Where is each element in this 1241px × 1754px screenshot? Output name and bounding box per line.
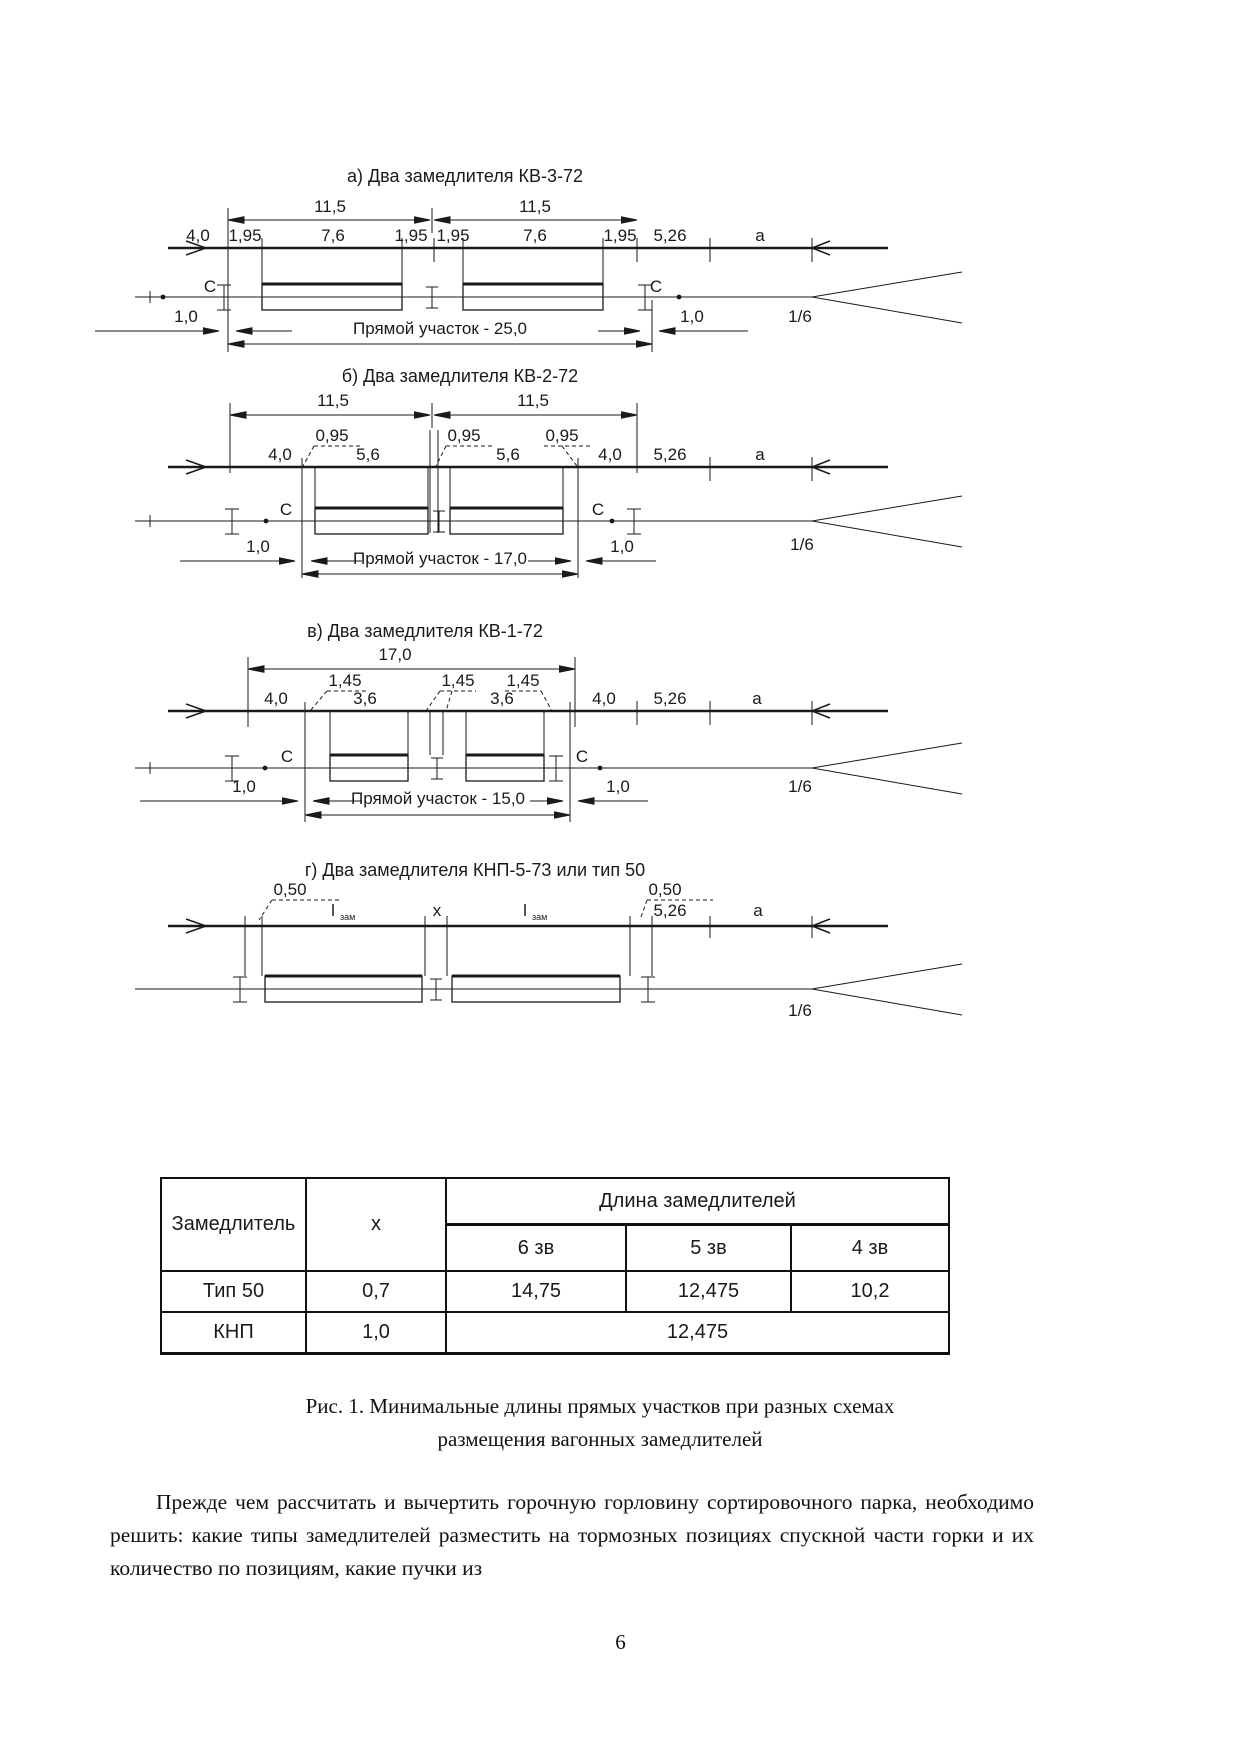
turnout-branch: [812, 521, 962, 547]
dim-label: 3,6: [490, 689, 514, 708]
table-row: [161, 1312, 949, 1354]
retarder-length-label: l: [523, 901, 527, 920]
retarder-length-sub: зам: [532, 912, 548, 922]
figure-caption-line2: размещения вагонных замедлителей: [437, 1427, 763, 1451]
dim-label: 11,5: [519, 197, 551, 216]
dim-label: 11,5: [517, 391, 549, 410]
cell-type50: Тип 50: [161, 1271, 306, 1312]
dim-label: 7,6: [321, 226, 345, 245]
point-c-label: С: [279, 500, 293, 519]
table-header-5zv: 5 зв: [626, 1225, 791, 1272]
dim-label: а: [755, 226, 765, 245]
table-header-6zv: 6 зв: [446, 1225, 626, 1272]
cell-knp-x: 1,0: [306, 1312, 446, 1354]
dim-label: 1,0: [246, 537, 270, 556]
dim-label: 17,0: [378, 645, 412, 664]
dim-label: 1,0: [606, 777, 630, 796]
straight-section-label: Прямой участок - 15,0: [350, 789, 526, 808]
cell-type50-x: 0,7: [306, 1271, 446, 1312]
turnout-branch: [812, 989, 962, 1015]
dim-label: 3,6: [353, 689, 377, 708]
figure-caption: [100, 1390, 1100, 1456]
table-header-x: х: [306, 1178, 446, 1271]
dim-label: 5,26: [653, 901, 687, 920]
straight-section-label: Прямой участок - 25,0: [352, 319, 528, 338]
frog-ratio-label: 1/6: [788, 1001, 812, 1020]
frog-ratio-label: 1/6: [788, 307, 812, 326]
turnout-branch: [812, 297, 962, 323]
offset-label: 0,95: [447, 426, 481, 445]
dim-label: 1,95: [394, 226, 428, 245]
point-c-label: С: [203, 277, 217, 296]
cell-type50-5zv: 12,475: [626, 1271, 791, 1312]
diagram-a-title: а) Два замедлителя КВ-3-72: [346, 166, 584, 186]
straight-section-label: Прямой участок - 17,0: [352, 549, 528, 568]
dim-label: 1,0: [232, 777, 256, 796]
table-header-4zv: 4 зв: [791, 1225, 949, 1272]
diagram-b-title: б) Два замедлителя КВ-2-72: [341, 366, 579, 386]
dim-label: а: [752, 689, 762, 708]
dim-label: 1,95: [436, 226, 470, 245]
point-c-label: С: [591, 500, 605, 519]
dim-label: 4,0: [592, 689, 616, 708]
diagram-v-title: в) Два замедлителя КВ-1-72: [307, 621, 543, 641]
table-header-length: Длина замедлителей: [446, 1178, 949, 1225]
retarder-length-sub: зам: [340, 912, 356, 922]
dim-label: 1,0: [610, 537, 634, 556]
cell-type50-6zv: 14,75: [446, 1271, 626, 1312]
dim-label: а: [755, 445, 765, 464]
dim-label: 11,5: [317, 391, 349, 410]
cell-knp-length: 12,475: [446, 1312, 949, 1354]
offset-label: 1,45: [441, 671, 475, 690]
dim-label: 7,6: [523, 226, 547, 245]
dim-label: 4,0: [598, 445, 622, 464]
dim-label: 1,0: [680, 307, 704, 326]
table-header-retarder: Замедлитель: [161, 1178, 306, 1271]
turnout-branch: [812, 496, 962, 521]
dim-label: 1,0: [174, 307, 198, 326]
point-c-label: С: [280, 747, 294, 766]
point-c-label: С: [649, 277, 663, 296]
offset-label: 1,45: [506, 671, 540, 690]
dim-label: 5,6: [356, 445, 380, 464]
dim-label: 5,26: [653, 689, 687, 708]
table-row: [161, 1271, 949, 1312]
dim-label: 1,95: [228, 226, 262, 245]
diagram-g: [135, 860, 962, 1020]
frog-ratio-label: 1/6: [790, 535, 814, 554]
cell-type50-4zv: 10,2: [791, 1271, 949, 1312]
figure-caption-line1: Рис. 1. Минимальные длины прямых участков при разных схемах: [305, 1394, 895, 1418]
dim-label: 5,6: [496, 445, 520, 464]
cell-knp: КНП: [161, 1312, 306, 1354]
dim-label: 1,95: [603, 226, 637, 245]
retarder-length-table: [160, 1177, 950, 1355]
turnout-branch: [812, 768, 962, 794]
offset-label: 0,95: [545, 426, 579, 445]
dim-label: 4,0: [186, 226, 210, 245]
turnout-branch: [812, 743, 962, 768]
offset-label: 0,50: [273, 880, 307, 899]
turnout-branch: [812, 272, 962, 297]
frog-ratio-label: 1/6: [788, 777, 812, 796]
page-number: 6: [615, 1630, 626, 1654]
dim-label: 4,0: [268, 445, 292, 464]
diagram-b: [135, 366, 962, 578]
body-paragraph: Прежде чем рассчитать и вычертить горочную горловину сортировочного парка, необходимо решить: какие типы замедлителей разместить на тормозных позициях спускной части горки и их количество по позициям, какие пучки из: [110, 1490, 1034, 1580]
dim-label: 11,5: [314, 197, 346, 216]
dim-label: 5,26: [653, 226, 687, 245]
diagram-g-title: г) Два замедлителя КНП-5-73 или тип 50: [304, 860, 646, 880]
offset-label: 0,50: [648, 880, 682, 899]
point-c-label: С: [575, 747, 589, 766]
diagram-v: [135, 621, 962, 822]
turnout-branch: [812, 964, 962, 989]
offset-label: 0,95: [315, 426, 349, 445]
dim-label: а: [753, 901, 763, 920]
dim-label: 4,0: [264, 689, 288, 708]
dim-label: 5,26: [653, 445, 687, 464]
diagram-a: [95, 166, 962, 352]
gap-x-label: х: [432, 901, 442, 920]
retarder-length-label: l: [331, 901, 335, 920]
offset-label: 1,45: [328, 671, 362, 690]
